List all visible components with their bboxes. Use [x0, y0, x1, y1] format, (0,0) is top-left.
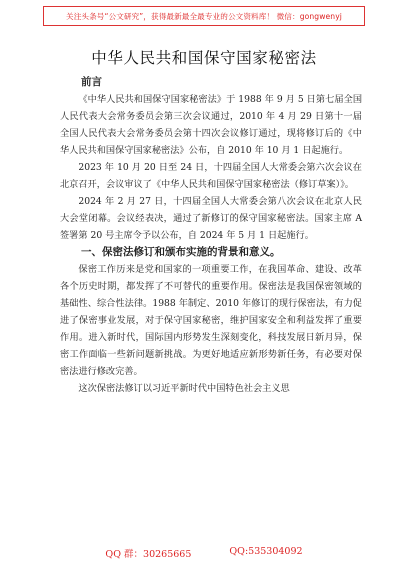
qq-group-number: QQ 群：30265665 [105, 549, 192, 560]
section-heading-background: 一、保密法修订和颁布实施的背景和意义。 [81, 246, 281, 258]
paragraph-2023-session: 2023 年 10 月 20 日至 24 日，十四届全国人大常委会第六次会议在北京召开，会议审议了《中华人民共和国保守国家秘密法（修订草案）》。 [60, 162, 362, 190]
paragraph-revision-guidance: 这次保密法修订以习近平新时代中国特色社会主义思 [78, 383, 290, 394]
paragraph-background: 保密工作历来是党和国家的一项重要工作，在我国革命、建设、改革各个历史时期，都发挥了不可替代的重要作用。保密法是我国保密领域的基础性、综合性法律。1988 年制定、2010 年修订的现行保密法，有力促进了保密事业发展，对于保守国家秘密，维护国家安全和利益发挥了重要作用。进入新时代，国际国内形势发生深刻变化，科技发展日新月异，保密工作面临一些新问题新挑战。为更好地适应新形势新任务，有必要对保密法进行修改完善。 [60, 264, 362, 377]
preface-heading: 前言 [81, 76, 102, 88]
qq-number: QQ:535304092 [229, 546, 303, 557]
document-title: 中华人民共和国保守国家秘密法 [91, 49, 317, 67]
promo-banner [43, 6, 365, 26]
contact-footer [0, 546, 408, 566]
paragraph-2024-adoption: 2024 年 2 月 27 日，十四届全国人大常委会第八次会议在北京人民大会堂闭幕。会议经表决，通过了新修订的保守国家秘密法。国家主席 A 签署第 20 号主席令予以公布，自 2024 年 5 月 1 日起施行。 [60, 196, 362, 241]
paragraph-1988-law: 《中华人民共和国保守国家秘密法》于 1988 年 9 月 5 日第七届全国人民代表大会常务委员会第三次会议通过，2010 年 4 月 29 日第十一届全国人民代表大会常务委员会第十四次会议修订通过，现将修订后的《中华人民共和国保守国家秘密法》公布，自 2010 年 10 月 1 日起施行。 [60, 94, 362, 156]
document-body [60, 74, 362, 397]
promo-banner-text: 关注头条号“公文研究”，获得最新最全最专业的公文资料库！ 微信：gongwenyj [66, 11, 342, 21]
